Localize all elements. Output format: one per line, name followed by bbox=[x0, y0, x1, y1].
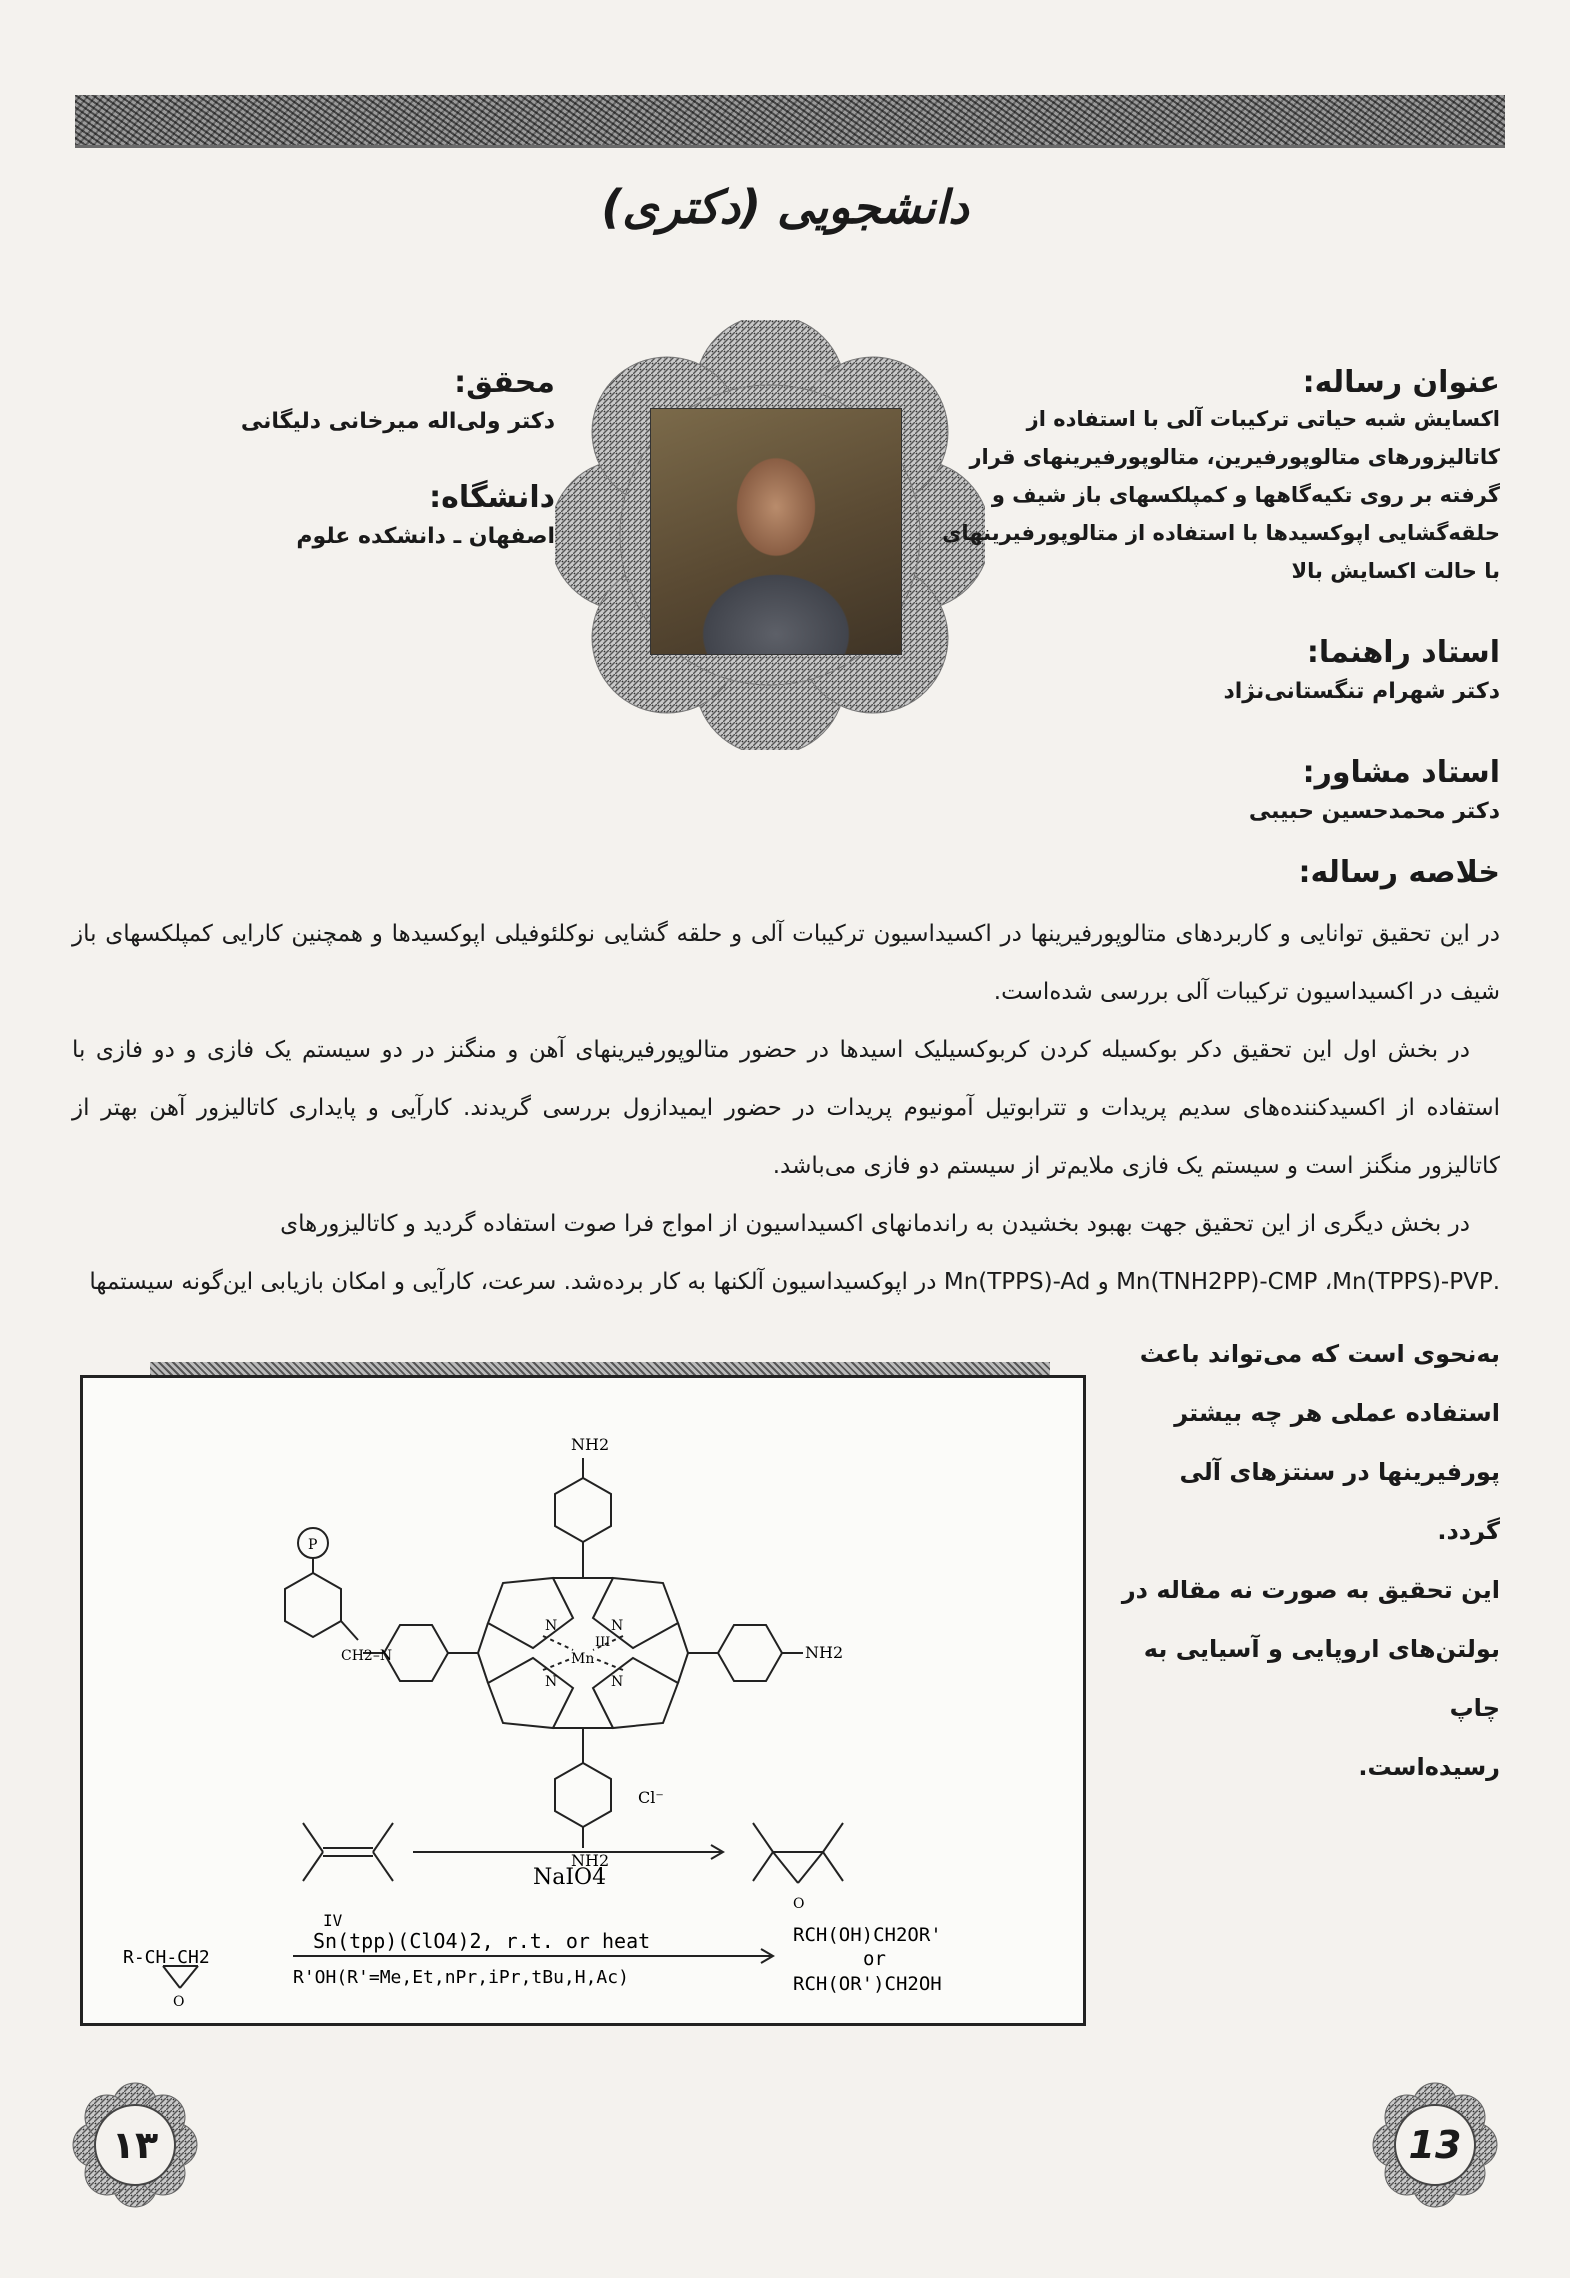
abstract-side-line: این تحقیق به صورت نه مقاله در bbox=[1121, 1576, 1500, 1604]
oxygen-label: O bbox=[793, 1896, 805, 1912]
researcher-heading: محقق: bbox=[454, 365, 555, 400]
page-number-left: ۱۳ bbox=[111, 2123, 159, 2167]
nitrogen-label: N bbox=[545, 1618, 558, 1634]
nitrogen-label: N bbox=[611, 1618, 624, 1634]
porphyrin-structure-diagram bbox=[83, 1378, 1083, 2023]
advisor-name: دکتر محمدحسین حبیبی bbox=[1248, 799, 1500, 824]
advisor-heading: استاد مشاور: bbox=[1302, 755, 1500, 790]
abstract-paragraph: در این تحقیق توانایی و کاربردهای متالوپورفیرینها در اکسیداسیون ترکیبات آلی و حلقه گشایی نوکلئوفیلی اپوکسیدها و همچنین کارایی کمپلکسهای باز شیف در اکسیداسیون ترکیبات آلی بررسی شده‌است. bbox=[72, 921, 1500, 1005]
abstract-side-line: پورفیرینها در سنتزهای آلی گردد. bbox=[1179, 1458, 1500, 1545]
supervisor-heading: استاد راهنما: bbox=[1306, 635, 1500, 670]
thesis-title-line: با حالت اکسایش بالا bbox=[1291, 559, 1500, 583]
polymer-label: P bbox=[308, 1537, 318, 1553]
thesis-title-line: گرفته بر روی تکیه‌گاهها و کمپلکسهای باز شیف و bbox=[991, 483, 1500, 507]
university-name: اصفهان ـ دانشکده علوم bbox=[296, 524, 555, 549]
abstract-side-line: بولتن‌های اروپایی و آسیایی به چاپ bbox=[1143, 1635, 1500, 1722]
substrate-label: R-CH-CH2 bbox=[123, 1947, 210, 1968]
thesis-title-line: کاتالیزورهای متالوپورفیرین، متالوپورفیرینهای قرار bbox=[969, 445, 1500, 469]
decorative-header-band bbox=[75, 95, 1505, 148]
abstract-paragraph: .Mn(TNH2PP)-CMP ،Mn(TPPS)-PVP و Mn(TPPS)-Ad در اپوکسیداسیون آلکنها به کار برده‌شد. سرعت، کارآیی و امکان بازیابی این‌گونه سیستمها bbox=[89, 1269, 1500, 1295]
amino-label: NH2 bbox=[805, 1643, 844, 1662]
abstract-paragraph: در بخش اول این تحقیق دکر بوکسیله کردن کربوکسیلیک اسیدها در حضور متالوپورفیرینهای آهن و منگنز در دو سیستم یک فازی و دو فازی با استفاده از اکسیدکننده‌های سدیم پریدات و تترابوتیل آمونیوم پریدات در حضور ایمیدازول بررسی گریدند. کارآیی و پایداری کاتالیزور آهن بهتر از کاتالیزور منگنز است و سیستم یک فازی ملایم‌تر از سیستم دو فازی می‌باشد. bbox=[72, 1037, 1500, 1179]
abstract-side-line: به‌نحوی است که می‌تواند باعث bbox=[1139, 1340, 1500, 1368]
nitrogen-label: N bbox=[545, 1674, 558, 1690]
product-label: RCH(OH)CH2OR' bbox=[793, 1924, 942, 1946]
chloride-label: Cl⁻ bbox=[638, 1788, 664, 1807]
abstract-paragraph: در بخش دیگری از این تحقیق جهت بهبود بخشیدن به راندمانهای اکسیداسیون از امواج فرا صوت استفاده گردید و کاتالیزورهای bbox=[280, 1211, 1470, 1237]
oxygen-label: O bbox=[173, 1994, 185, 2010]
abstract-side-line: استفاده عملی هر چه بیشتر bbox=[1174, 1399, 1500, 1427]
or-label: or bbox=[863, 1948, 886, 1970]
amino-label: NH2 bbox=[571, 1851, 610, 1870]
reagent-top-label: Sn(tpp)(ClO4)2, r.t. or heat bbox=[313, 1929, 651, 1953]
chemistry-scheme-figure bbox=[80, 1375, 1086, 2026]
oxidant-label: NaIO4 bbox=[533, 1865, 607, 1890]
page-title: دانشجویی (دکتری) bbox=[601, 180, 969, 234]
product-label: RCH(OR')CH2OH bbox=[793, 1973, 942, 1995]
thesis-title-line: حلقه‌گشایی اپوکسیدها با استفاده از متالوپورفیرینهای bbox=[942, 521, 1500, 545]
linker-label: CH2–N bbox=[341, 1648, 393, 1664]
abstract-heading: خلاصه رساله: bbox=[1298, 855, 1500, 890]
manganese-label: Mn bbox=[571, 1651, 595, 1667]
supervisor-name: دکتر شهرام تنگستانی‌نژاد bbox=[1223, 679, 1500, 704]
reagent-superscript: IV bbox=[323, 1911, 343, 1930]
researcher-photo bbox=[650, 408, 902, 655]
thesis-title-line: اکسایش شبه حیاتی ترکیبات آلی با استفاده از bbox=[1026, 407, 1500, 431]
researcher-name: دکتر ولی‌اله میرخانی دلیگانی bbox=[240, 409, 555, 434]
page-number-right: 13 bbox=[1408, 2123, 1462, 2167]
oxidation-state-label: III bbox=[595, 1635, 611, 1650]
university-heading: دانشگاه: bbox=[429, 480, 555, 515]
abstract-side-line: رسیده‌است. bbox=[1358, 1753, 1500, 1781]
thesis-title-heading: عنوان رساله: bbox=[1302, 365, 1500, 400]
amino-label: NH2 bbox=[571, 1435, 610, 1454]
figure-border-ornament bbox=[150, 1362, 1050, 1376]
reagent-bottom-label: R'OH(R'=Me,Et,nPr,iPr,tBu,H,Ac) bbox=[293, 1967, 629, 1988]
nitrogen-label: N bbox=[611, 1674, 624, 1690]
